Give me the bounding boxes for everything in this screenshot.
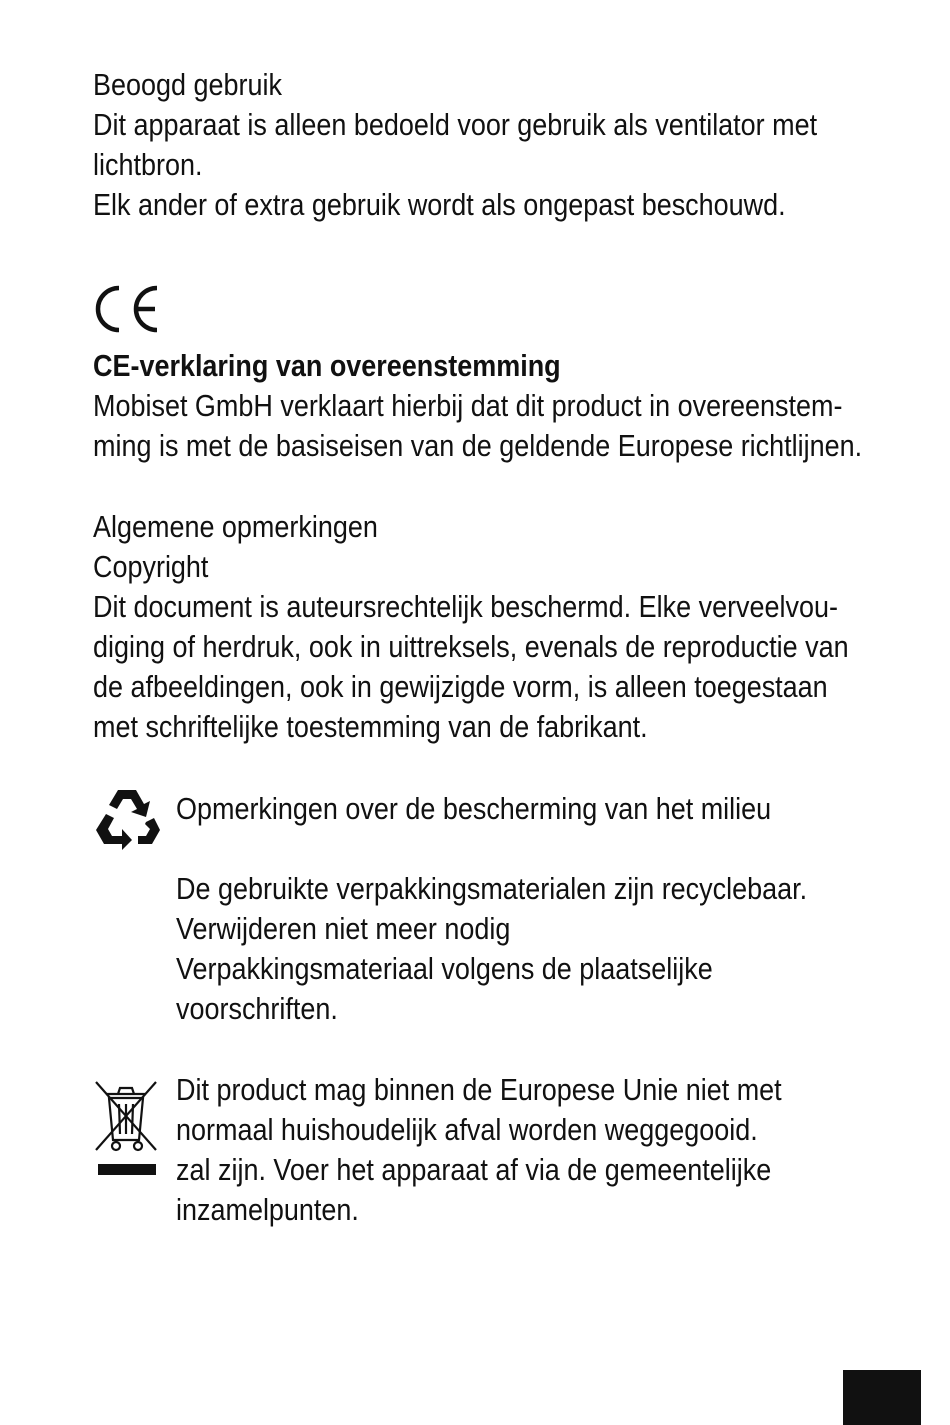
disposal-line: zal zijn. Voer het apparaat af via de gemeentelijke xyxy=(176,1152,772,1187)
disposal-line: Dit product mag binnen de Europese Unie niet met xyxy=(176,1072,782,1107)
general-remarks-heading: Algemene opmerkingen xyxy=(93,509,378,544)
environment-line: De gebruikte verpakkingsmaterialen zijn recyclebaar. xyxy=(176,871,808,906)
copyright-line: diging of herdruk, ook in uittreksels, evenals de reproductie van xyxy=(93,629,849,664)
ce-declaration-line: Mobiset GmbH verklaart hierbij dat dit product in overeenstem- xyxy=(93,388,843,423)
ce-declaration-heading: CE-verklaring van overeenstemming xyxy=(93,348,561,383)
environment-line: Verwijderen niet meer nodig xyxy=(176,911,511,946)
copyright-line: de afbeeldingen, ook in gewijzigde vorm, is alleen toegestaan xyxy=(93,669,828,704)
ce-declaration-section xyxy=(93,346,862,466)
intended-use-heading: Beoogd gebruik xyxy=(93,67,282,102)
recycle-icon xyxy=(92,784,162,854)
disposal-line: normaal huishoudelijk afval worden weggegooid. xyxy=(176,1112,758,1147)
crossed-out-bin-icon xyxy=(92,1076,160,1182)
disposal-section xyxy=(176,1070,782,1230)
copyright-line: Dit document is auteursrechtelijk beschermd. Elke verveelvou- xyxy=(93,589,839,624)
intended-use-line: Elk ander of extra gebruik wordt als ongepast beschouwd. xyxy=(93,187,786,222)
intended-use-line: Dit apparaat is alleen bedoeld voor gebruik als ventilator met xyxy=(93,107,818,142)
general-remarks-section xyxy=(93,507,849,747)
ce-declaration-line: ming is met de basiseisen van de geldende Europese richtlijnen. xyxy=(93,428,863,463)
spacer xyxy=(176,829,807,869)
environment-section xyxy=(176,789,807,1029)
environment-heading: Opmerkingen over de bescherming van het milieu xyxy=(176,791,772,826)
page-edge-tab xyxy=(843,1370,921,1425)
environment-line: voorschriften. xyxy=(176,991,338,1026)
intended-use-line: lichtbron. xyxy=(93,147,203,182)
intended-use-section xyxy=(93,65,817,225)
environment-line: Verpakkingsmateriaal volgens de plaatselijke xyxy=(176,951,713,986)
copyright-heading: Copyright xyxy=(93,549,209,584)
copyright-line: met schriftelijke toestemming van de fabrikant. xyxy=(93,709,648,744)
disposal-line: inzamelpunten. xyxy=(176,1192,359,1227)
ce-mark-icon xyxy=(95,284,165,334)
